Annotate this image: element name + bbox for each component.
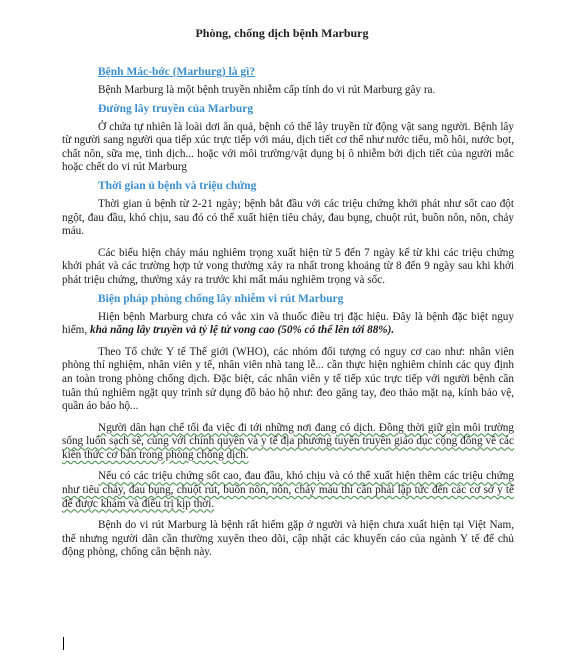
document-body[interactable] [62,64,514,560]
paragraph-seek-care: Nếu có các triệu chứng sốt cao, đau đầu, khó chịu và có thể xuất hiện thêm các triệu chứng như tiêu chảy, đau bụng, chuột rút, buồn nôn, nôn, chảy máu thì cần phải lập tức đến các cơ sở y tế để được khám và điều trị kịp thời. [62,470,514,510]
text-cursor [63,637,64,650]
no-vaccine-text: Hiện bệnh Marburg chưa có vắc xin và thuốc điều trị đặc hiệu. Đây là bệnh đặc biệt nguy hiểm, [62,310,514,337]
paragraph-no-vaccine [62,311,514,338]
document-title: Phòng, chống dịch bệnh Marburg [195,26,369,40]
paragraph-who-guidance: Theo Tổ chức Y tế Thế giới (WHO), các nhóm đối tượng có nguy cơ cao như: nhân viên phòng thí nghiệm, nhân viên y tế, nhân viên nhà tang lễ... cần thực hiện nghiêm chỉnh các quy định an toàn trong phòng chống dịch. Đặc biệt, các nhân viên y tế tiếp xúc trực tiếp với người bệnh cần tuân thủ nghiêm ngặt quy trình sử dụng đồ bảo hộ như: đeo găng tay, đeo thảo mặt nạ, kính bảo vệ, quần áo bảo hộ... [62,345,514,413]
paragraph-bleeding-symptoms: Các biểu hiện chảy máu nghiêm trọng xuất hiện từ 5 đến 7 ngày kể từ khi các triệu chứng khởi phát và các trường hợp tử vong thường xảy ra nhất trong khoảng từ 8 đến 9 ngày sau khi khởi phát triệu chứng, thường xảy ra trước khi mất máu nghiêm trọng và sốc. [62,246,514,286]
mortality-emphasis: khả năng lây truyền và tỷ lệ tử vong cao (50% có thể lên tới 88%). [89,324,395,337]
paragraph-transmission: Ở chứa tự nhiên là loài dơi ăn quả, bệnh có thể lây truyền từ động vật sang người. Bệnh lây từ người sang người qua tiếp xúc trực tiếp với máu, dịch tiết cơ thể như nước tiểu, mồ hôi, nước bọt, chất nôn, sữa mẹ, tinh dịch... hoặc với môi trường/vật dụng bị ô nhiễm bởi dịch tiết của người mắc hoặc chết do vi rút Marburg [62,120,514,174]
section-heading-transmission: Đường lây truyền của Marburg [98,102,254,115]
section-heading-prevention: Biện pháp phòng chống lây nhiễm vi rút Marburg [98,292,344,305]
paragraph-definition: Bệnh Marburg là một bệnh truyền nhiễm cấp tính do vi rút Marburg gây ra. [98,84,436,96]
paragraph-incubation: Thời gian ủ bệnh từ 2-21 ngày; bệnh bắt đầu với các triệu chứng khởi phát như sốt cao đột ngột, đau đầu, khó chịu, sau đó có thể xuất hiện tiêu chảy, đau bụng, chuột rút, buồn nôn, nôn, chảy máu. [62,197,514,238]
paragraph-public-advice: Người dân hạn chế tối đa việc đi tới những nơi đang có dịch. Đồng thời giữ gìn môi trường sống luôn sạch sẽ, cùng với chính quyền và y tế địa phương tuyên truyền giáo dục cộng đồng về các kiến thức cơ bản trong phòng chống dịch. [62,421,514,461]
section-heading-what-is-marburg: Bệnh Mác-bớc (Marburg) là gì? [98,66,256,78]
paragraph-closing: Bệnh do vi rút Marburg là bệnh rất hiếm gặp ở người và hiện chưa xuất hiện tại Việt Nam, thế nhưng người dân cần thường xuyên theo dõi, cập nhật các khuyến cáo của ngành Y tế để chủ động phòng, chống căn bệnh này. [62,519,514,559]
section-heading-incubation-symptoms: Thời gian ủ bệnh và triệu chứng [98,179,257,192]
